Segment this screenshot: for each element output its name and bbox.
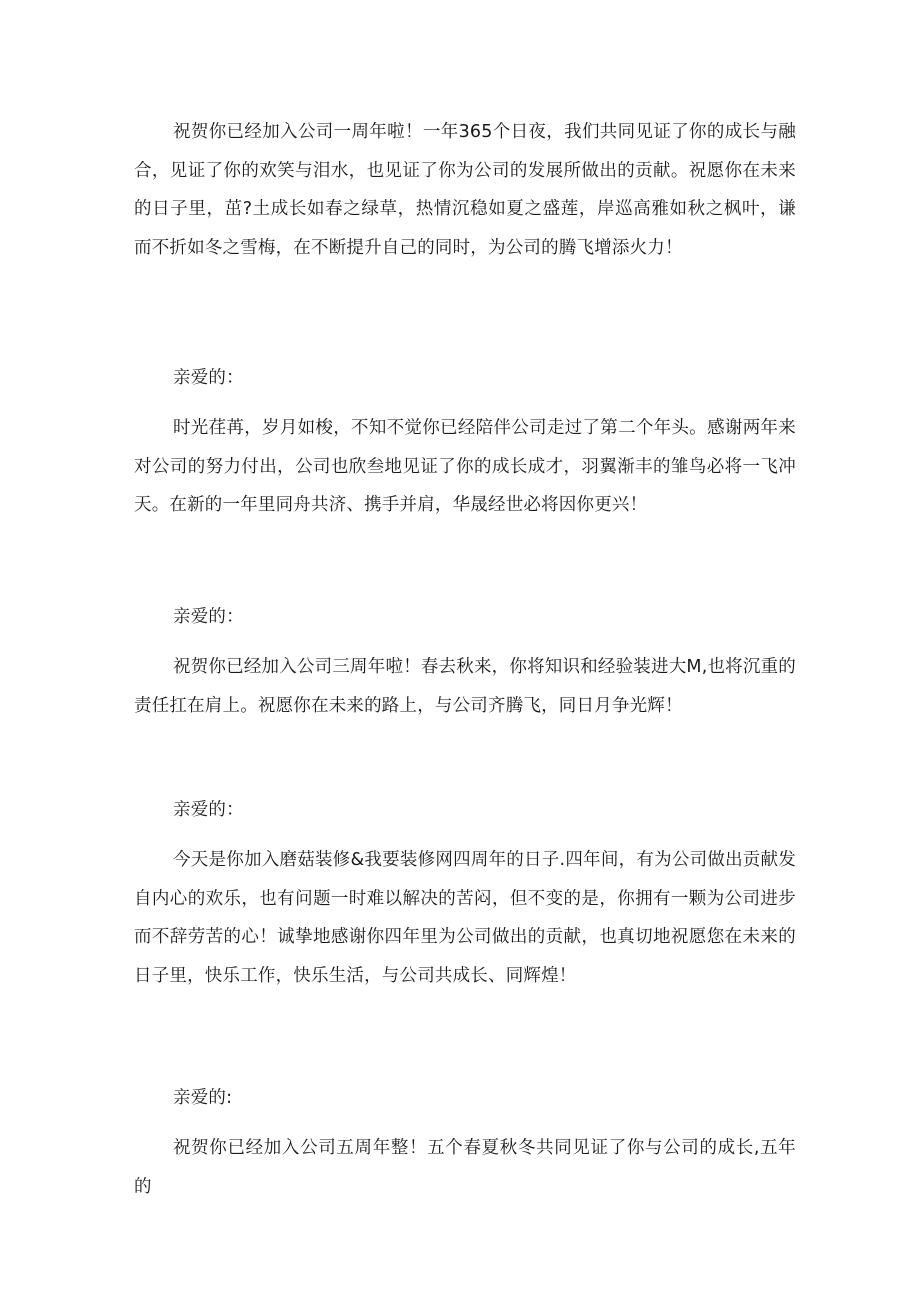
greeting-dear: 亲爱的： [173, 607, 244, 627]
section-2 [134, 363, 796, 525]
greeting-dear: 亲爱的： [173, 800, 244, 820]
section-4 [134, 795, 796, 995]
paragraph-fifth-anniversary: 祝贺你已经加入公司五周年整！五个春夏秋冬共同见证了你与公司的成长,五年的 [134, 1138, 796, 1197]
paragraph-third-anniversary: 祝贺你已经加入公司三周年啦！春去秋来，你将知识和经验装进大M,也将沉重的责任扛在肩上。祝愿你在未来的路上，与公司齐腾飞，同日月争光辉！ [134, 657, 796, 716]
section-5 [134, 1083, 796, 1206]
greeting-dear: 亲爱的： [173, 368, 244, 388]
paragraph-first-anniversary: 祝贺你已经加入公司一周年啦！一年365个日夜，我们共同见证了你的成长与融合，见证了你的欢笑与泪水，也见证了你为公司的发展所做出的贡献。祝愿你在未来的日子里，茁?土成长如春之绿草，热情沉稳如夏之盛莲，岸巡高雅如秋之枫叶，谦而不折如冬之雪梅，在不断提升自己的同时，为公司的腾飞增添火力！ [134, 122, 796, 258]
section-1 [134, 113, 796, 267]
greeting-dear: 亲爱的: [173, 1088, 233, 1108]
section-3 [134, 602, 796, 725]
paragraph-second-anniversary: 时光荏苒，岁月如梭，不知不觉你已经陪伴公司走过了第二个年头。感谢两年来对公司的努力付出，公司也欣叁地见证了你的成长成才，羽翼渐丰的雏鸟必将一飞冲天。在新的一年里同舟共济、携手并肩，华晟经世必将因你更兴！ [134, 418, 796, 515]
paragraph-fourth-anniversary: 今天是你加入磨菇装修&我要装修网四周年的日子.四年间，有为公司做出贡献发自内心的欢乐，也有问题一时难以解决的苦闷，但不变的是，你拥有一颗为公司进步而不辞劳苦的心！诚挚地感谢你四年里为公司做出的贡献，也真切地祝愿您在未来的日子里，快乐工作，快乐生活，与公司共成长、同辉煌！ [134, 850, 796, 986]
